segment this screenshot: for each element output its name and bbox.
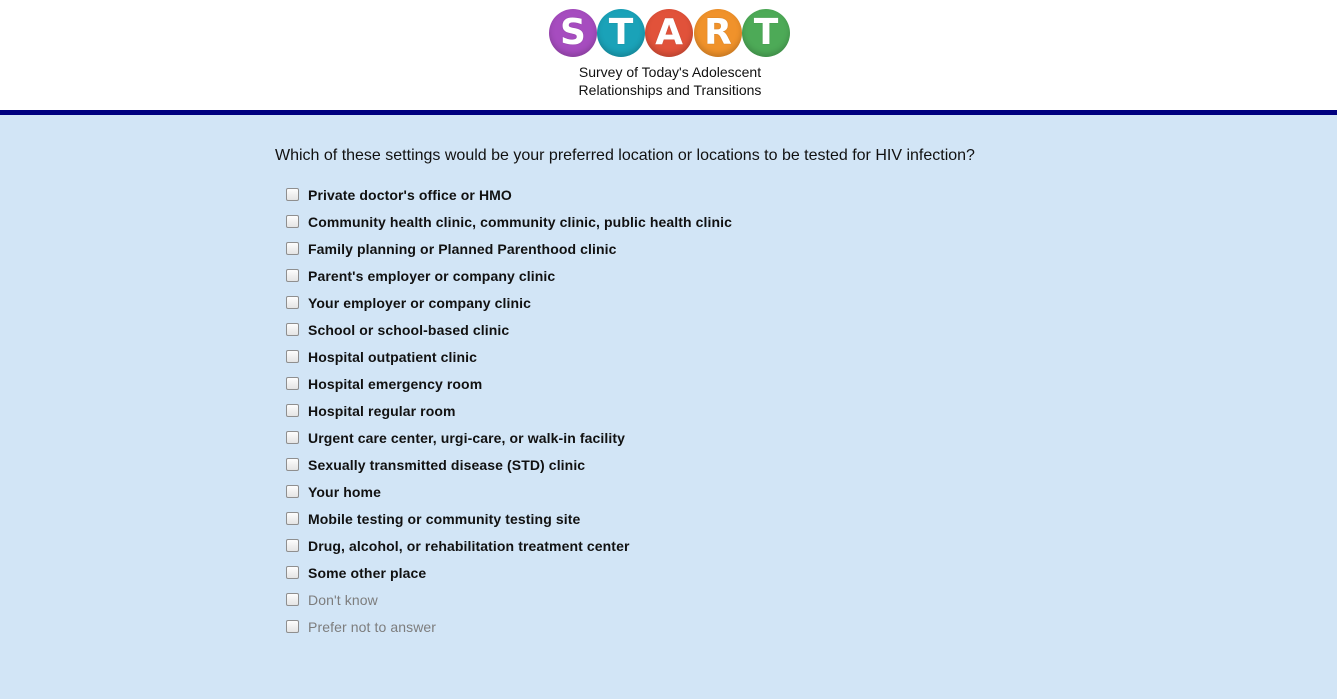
checkbox[interactable] — [286, 188, 299, 201]
logo-letters — [548, 8, 792, 60]
option-dont-know[interactable] — [286, 586, 732, 613]
option-label: Family planning or Planned Parenthood clinic — [308, 240, 617, 257]
checkbox[interactable] — [286, 539, 299, 552]
option-label: Parent's employer or company clinic — [308, 267, 556, 284]
logo-letter-t2: T — [742, 9, 790, 57]
option-your-home[interactable] — [286, 478, 732, 505]
logo-subtitle-line1: Survey of Today's Adolescent — [578, 64, 762, 80]
option-community-clinic[interactable] — [286, 208, 732, 235]
option-label: Community health clinic, community clinic, public health clinic — [308, 213, 733, 230]
option-private-doctor[interactable] — [286, 181, 732, 208]
option-your-employer[interactable] — [286, 289, 732, 316]
option-label: Hospital regular room — [308, 402, 456, 419]
option-label: Urgent care center, urgi-care, or walk-in facility — [308, 429, 625, 446]
checkbox[interactable] — [286, 269, 299, 282]
checkbox[interactable] — [286, 377, 299, 390]
checkbox[interactable] — [286, 323, 299, 336]
option-other-place[interactable] — [286, 559, 732, 586]
logo-subtitle-line2: Relationships and Transitions — [578, 82, 762, 98]
option-label: Some other place — [308, 564, 427, 581]
option-hospital-outpatient[interactable] — [286, 343, 732, 370]
option-school-clinic[interactable] — [286, 316, 732, 343]
option-label: Don't know — [308, 591, 378, 608]
checkbox[interactable] — [286, 512, 299, 525]
option-label: Drug, alcohol, or rehabilitation treatment center — [308, 537, 630, 554]
option-rehab-center[interactable] — [286, 532, 732, 559]
option-label: Sexually transmitted disease (STD) clinic — [308, 456, 586, 473]
checkbox[interactable] — [286, 350, 299, 363]
option-prefer-not-to-answer[interactable] — [286, 613, 732, 640]
option-parents-employer[interactable] — [286, 262, 732, 289]
checkbox[interactable] — [286, 431, 299, 444]
option-mobile-testing[interactable] — [286, 505, 732, 532]
options-list — [286, 181, 732, 640]
checkbox[interactable] — [286, 485, 299, 498]
checkbox[interactable] — [286, 404, 299, 417]
option-label: School or school-based clinic — [308, 321, 510, 338]
logo-letter-s: S — [549, 9, 597, 57]
option-label: Hospital emergency room — [308, 375, 483, 392]
option-label: Mobile testing or community testing site — [308, 510, 581, 527]
logo-letter-r: R — [694, 9, 742, 57]
option-label: Hospital outpatient clinic — [308, 348, 478, 365]
option-label: Your employer or company clinic — [308, 294, 532, 311]
option-std-clinic[interactable] — [286, 451, 732, 478]
option-family-planning[interactable] — [286, 235, 732, 262]
checkbox[interactable] — [286, 593, 299, 606]
option-label: Prefer not to answer — [308, 618, 437, 635]
header-divider — [0, 110, 1337, 115]
logo-letter-a: A — [645, 9, 693, 57]
logo-letter-t: T — [597, 9, 645, 57]
option-label: Private doctor's office or HMO — [308, 186, 512, 203]
page-header — [0, 0, 1337, 110]
checkbox[interactable] — [286, 296, 299, 309]
checkbox[interactable] — [286, 458, 299, 471]
option-label: Your home — [308, 483, 381, 500]
option-hospital-emergency[interactable] — [286, 370, 732, 397]
checkbox[interactable] — [286, 620, 299, 633]
option-hospital-regular[interactable] — [286, 397, 732, 424]
start-logo — [548, 8, 792, 100]
option-urgent-care[interactable] — [286, 424, 732, 451]
checkbox[interactable] — [286, 215, 299, 228]
question-text: Which of these settings would be your preferred location or locations to be tested for HIV infection? — [275, 147, 975, 164]
checkbox[interactable] — [286, 242, 299, 255]
checkbox[interactable] — [286, 566, 299, 579]
